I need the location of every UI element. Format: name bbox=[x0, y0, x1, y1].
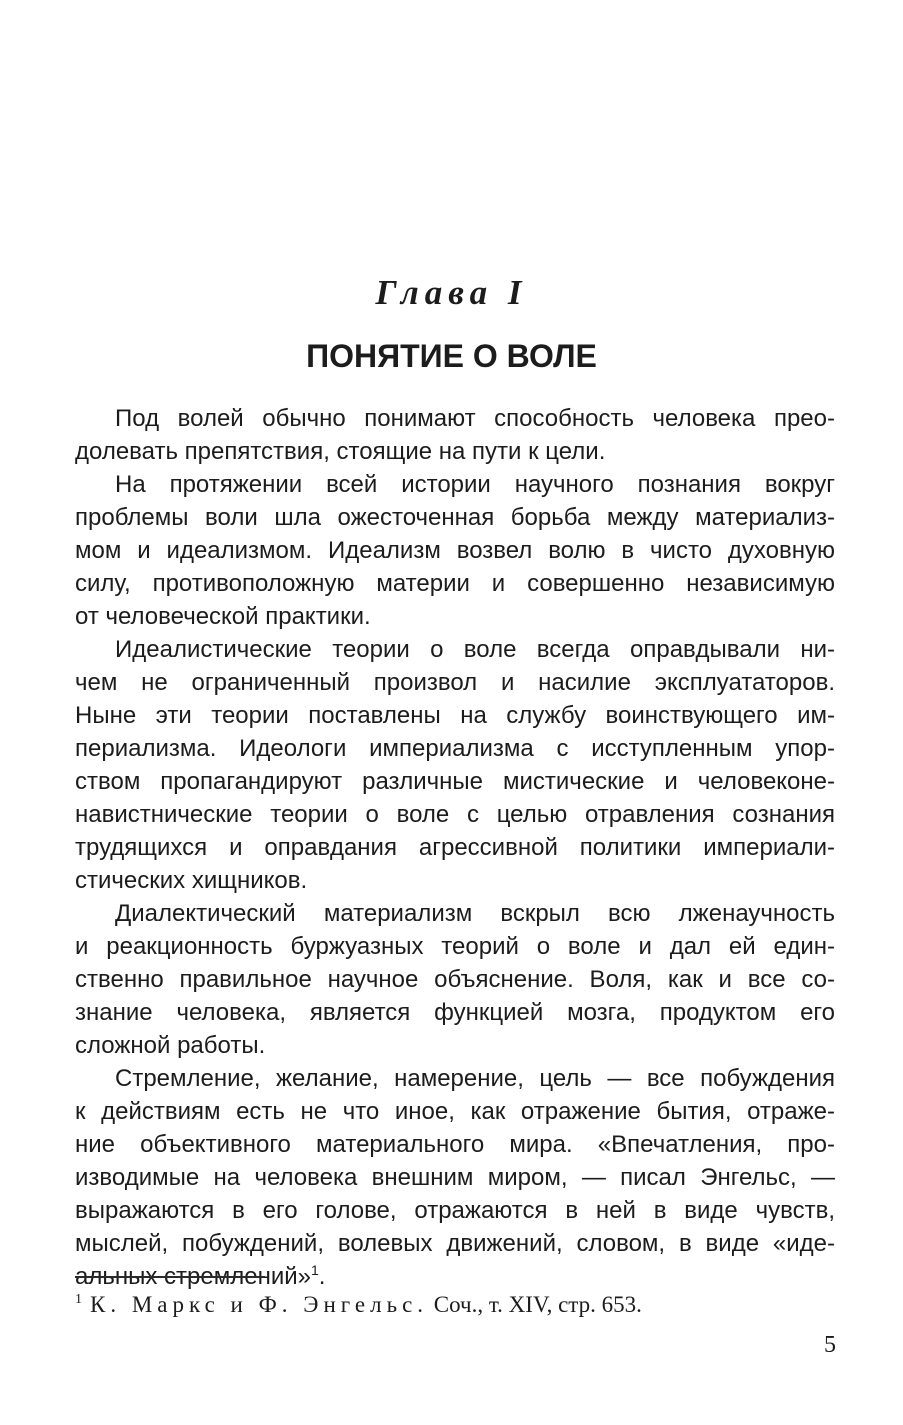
text-line: чем не ограниченный произвол и насилие эксплуататоров. bbox=[75, 669, 835, 696]
text-line: и реакционность буржуазных теорий о воле и дал ей един- bbox=[75, 933, 835, 960]
text-line: На протяжении всей истории научного познания вокруг bbox=[115, 471, 835, 498]
text-line: Идеалистические теории о воле всегда оправдывали ни- bbox=[115, 636, 835, 663]
footnote-authors: К. Маркс и Ф. Энгельс. bbox=[90, 1292, 429, 1317]
text-line: изводимые на человека внешним миром, — писал Энгельс, — bbox=[75, 1164, 835, 1191]
paragraph-2 bbox=[75, 468, 835, 633]
text-line: ством пропагандируют различные мистические и человеконе- bbox=[75, 768, 835, 795]
text-line: мыслей, побуждений, волевых движений, словом, в виде «иде- bbox=[75, 1230, 835, 1257]
text-line-ending: . bbox=[318, 1263, 326, 1290]
footnote-source: Соч., т. XIV, стр. 653. bbox=[433, 1292, 642, 1317]
footnote-mark: 1 bbox=[75, 1292, 82, 1308]
footnote bbox=[75, 1290, 835, 1320]
text-line: Стремление, желание, намерение, цель — все побуждения bbox=[115, 1065, 835, 1092]
page-number: 5 bbox=[824, 1332, 836, 1358]
text-line: стических хищников. bbox=[75, 867, 308, 894]
text-line: Под волей обычно понимают способность человека прео- bbox=[115, 405, 835, 432]
chapter-label: Глава I bbox=[375, 273, 528, 312]
text-line: ственно правильное научное объяснение. Воля, как и все со- bbox=[75, 966, 835, 993]
text-line: трудящихся и оправдания агрессивной политики империали- bbox=[75, 834, 835, 861]
body-text bbox=[75, 402, 835, 1293]
text-line: знание человека, является функцией мозга, продуктом его bbox=[75, 999, 835, 1026]
text-line: ние объективного материального мира. «Впечатления, про- bbox=[75, 1131, 835, 1158]
paragraph-1 bbox=[75, 402, 835, 468]
paragraph-5 bbox=[75, 1062, 835, 1293]
text-line: периализма. Идеологи империализма с исступленным упор- bbox=[75, 735, 835, 762]
text-line: долевать препятствия, стоящие на пути к цели. bbox=[75, 438, 606, 465]
text-line: Диалектический материализм вскрыл всю лженаучность bbox=[115, 900, 835, 927]
text-line: мом и идеализмом. Идеализм возвел волю в чисто духовную bbox=[75, 537, 835, 564]
text-line: навистнические теории о воле с целью отравления сознания bbox=[75, 801, 835, 828]
footnote-reference[interactable]: 1 bbox=[310, 1262, 319, 1278]
text-line: выражаются в его голове, отражаются в ней в виде чувств, bbox=[75, 1197, 835, 1224]
footnote-divider bbox=[75, 1276, 265, 1278]
chapter-title: ПОНЯТИЕ О ВОЛЕ bbox=[306, 338, 597, 374]
text-line: проблемы воли шла ожесточенная борьба между материализ- bbox=[75, 504, 835, 531]
paragraph-4 bbox=[75, 897, 835, 1062]
text-line: силу, противоположную материи и совершенно независимую bbox=[75, 570, 835, 597]
text-line: сложной работы. bbox=[75, 1032, 266, 1059]
text-line: от человеческой практики. bbox=[75, 603, 371, 630]
text-line: к действиям есть не что иное, как отражение бытия, отраже- bbox=[75, 1098, 835, 1125]
paragraph-3 bbox=[75, 633, 835, 897]
text-line: Ныне эти теории поставлены на службу воинствующего им- bbox=[75, 702, 835, 729]
text-line-content: альных стремлений» bbox=[75, 1263, 311, 1290]
